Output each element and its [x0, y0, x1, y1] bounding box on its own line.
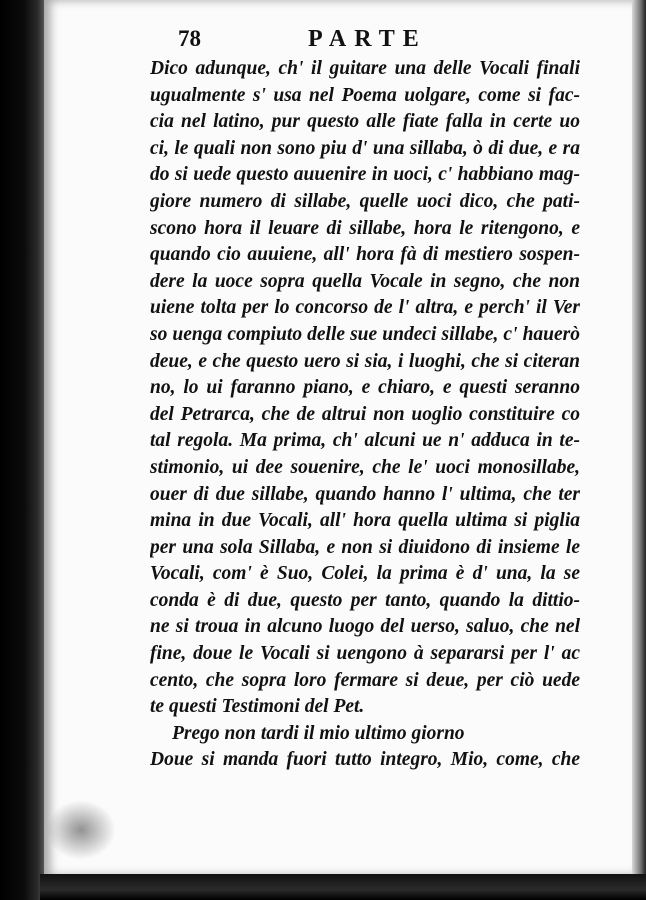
- text-line: ugualmente s' usa nel Poema uolgare, come si fac-: [150, 84, 580, 106]
- text-line: per una sola Sillaba, e non si diuidono di insieme le: [150, 536, 580, 558]
- page-bottom-edge: [40, 874, 646, 900]
- text-line: fine, doue le Vocali si uengono à separarsi per l' ac: [150, 643, 580, 665]
- book-binding-shadow: [0, 0, 44, 900]
- page-header: [178, 26, 458, 56]
- text-line: del Petrarca, che de altrui non uoglio constituire co: [150, 403, 580, 425]
- text-line: Vocali, com' è Suo, Colei, la prima è d' una, la se: [150, 563, 580, 585]
- text-line: do si uede questo auuenire in uoci, c' habbiano mag-: [150, 164, 580, 186]
- text-line: conda è di due, questo per tanto, quando la dittio-: [150, 589, 580, 611]
- text-line: no, lo ui faranno piano, e chiaro, e questi seranno: [150, 377, 580, 399]
- text-line: tal regola. Ma prima, ch' alcuni ue n' adduca in te-: [150, 430, 580, 452]
- text-line: uiene tolta per lo concorso de l' altra, e perch' il Ver: [150, 297, 580, 319]
- text-line: dere la uoce sopra quella Vocale in segno, che non: [150, 270, 580, 292]
- text-line: ci, le quali non sono piu d' una sillaba, ò di due, e ra: [150, 137, 580, 159]
- text-line: so uenga compiuto delle sue undeci sillabe, c' hauerò: [150, 323, 580, 345]
- text-line: Dico adunque, ch' il guitare una delle Vocali finali: [150, 58, 580, 79]
- quoted-verse: Prego non tardi il mio ultimo giorno: [172, 722, 465, 744]
- text-line: ne si troua in alcuno luogo del uerso, saluo, che nel: [150, 616, 580, 638]
- page-right-edge: [632, 0, 646, 900]
- page-number: 78: [178, 26, 201, 51]
- text-line: giore numero di sillabe, quelle uoci dico, che pati-: [150, 190, 580, 212]
- text-line: te questi Testimoni del Pet.: [150, 696, 365, 718]
- ink-smudge: [46, 800, 116, 860]
- text-line: quando cio auuiene, all' hora fà di mestiero sospen-: [150, 244, 580, 266]
- text-line: mina in due Vocali, all' hora quella ultima si piglia: [150, 510, 580, 532]
- text-line: Doue si manda fuori tutto integro, Mio, come, che: [150, 749, 580, 771]
- body-text: [150, 56, 580, 774]
- text-line: deue, e che questo uero si sia, i luoghi, che si citeran: [150, 350, 580, 372]
- text-line: cento, che sopra loro fermare si deue, per ciò uede: [150, 669, 580, 691]
- text-line: ouer di due sillabe, quando hanno l' ultima, che ter: [150, 483, 580, 505]
- text-line: cia nel latino, pur questo alle fiate falla in certe uo: [150, 111, 580, 133]
- text-line: scono hora il leuare di sillabe, hora le ritengono, e: [150, 217, 580, 239]
- running-head: PARTE: [308, 26, 427, 52]
- text-line: stimonio, ui dee souenire, che le' uoci monosillabe,: [150, 456, 580, 478]
